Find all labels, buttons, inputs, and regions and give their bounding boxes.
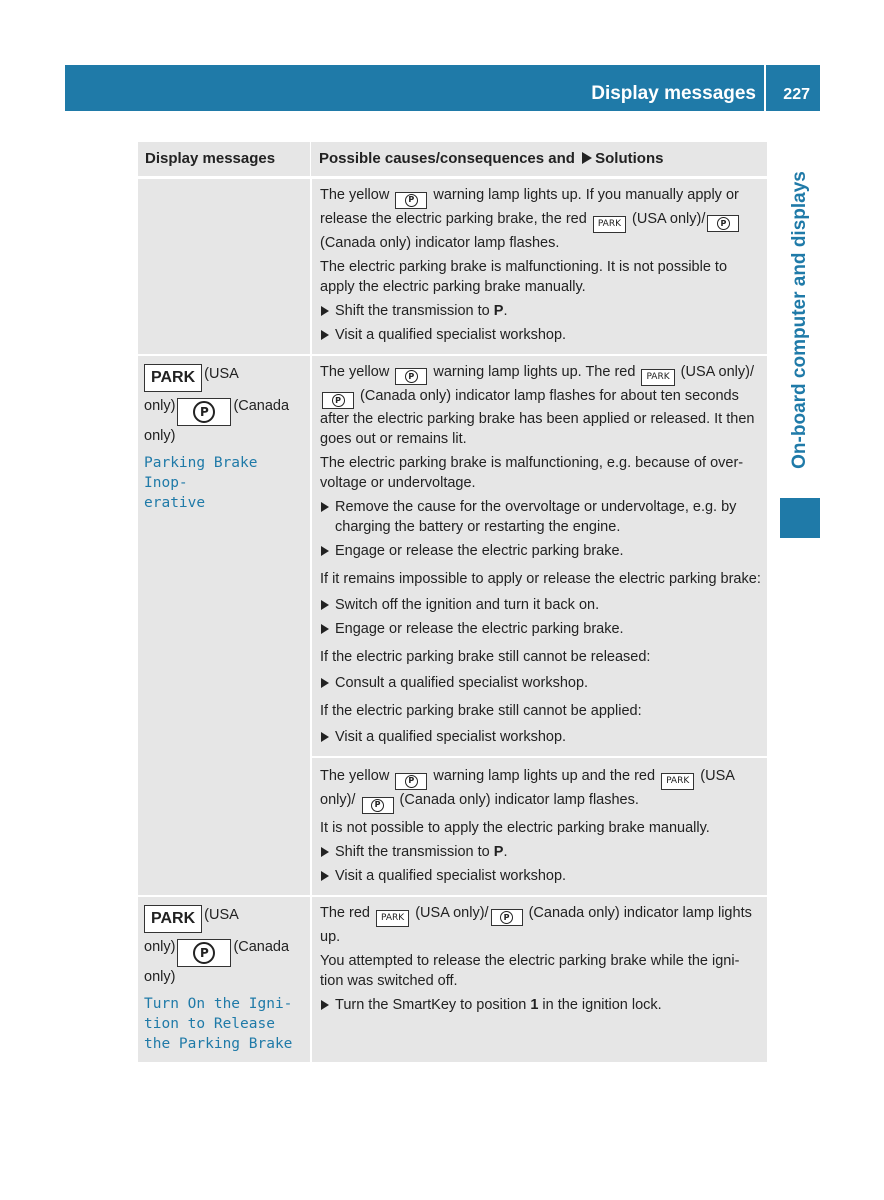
park-lamp-icon: PARK (661, 773, 694, 790)
step-arrow-icon (321, 871, 329, 881)
step-item: Visit a qualified specialist workshop. (320, 325, 761, 345)
parking-brake-display-icon: P (177, 939, 231, 967)
side-tab-label: On-board computer and displays (789, 171, 810, 469)
step-item: Shift the transmission to P. (320, 842, 761, 862)
paragraph: If it remains impossible to apply or release the electric parking brake: (320, 571, 761, 587)
display-message-text: Parking Brake Inop- erative (144, 454, 258, 511)
display-message-text: Turn On the Igni- tion to Release the Parking Brake (144, 995, 293, 1052)
table-row (138, 354, 767, 895)
display-messages-table (138, 142, 767, 1062)
solution-cell (312, 897, 767, 1062)
paragraph: The yellow P warning lamp lights up. The red PARK (USA only)/ P (Canada only) indicator lamp flashes for about ten seconds after the electric parking brake has been applied or released. It then goes out or remains lit. (320, 363, 755, 447)
step-arrow-icon (321, 330, 329, 340)
parking-brake-display-icon: P (177, 398, 231, 426)
park-lamp-icon: PARK (641, 369, 674, 386)
parking-brake-p-icon: P (491, 909, 523, 926)
paragraph: The red PARK (USA only)/ P (Canada only) indicator lamp lights up. (320, 904, 752, 945)
step-arrow-icon (321, 1000, 329, 1010)
step-arrow-icon (321, 732, 329, 742)
table-header (138, 142, 767, 177)
step-item: Visit a qualified specialist workshop. (320, 727, 761, 747)
paragraph: The electric parking brake is malfunctioning, e.g. because of over-voltage or undervoltage. (320, 455, 744, 491)
paragraph: It is not possible to apply the electric parking brake manually. (320, 819, 710, 836)
step-arrow-icon (321, 502, 329, 512)
solution-cell (312, 756, 767, 895)
display-message-cell-empty (138, 179, 310, 354)
paragraph: You attempted to release the electric parking brake while the igni-tion was switched off. (320, 952, 740, 989)
solutions-arrow-icon (582, 152, 592, 164)
solution-cell (312, 179, 767, 354)
parking-brake-p-icon: P (362, 797, 394, 814)
park-display-icon: PARK (144, 364, 202, 392)
parking-brake-p-icon: P (707, 215, 739, 232)
paragraph: If the electric parking brake still cannot be released: (320, 649, 651, 665)
step-item: Engage or release the electric parking brake. (320, 541, 761, 561)
paragraph: The yellow P warning lamp lights up and the red PARK (USA only)/ P (Canada only) indicator lamp flashes. (320, 766, 761, 814)
parking-brake-p-icon: P (395, 368, 427, 385)
side-tab-marker (780, 498, 820, 538)
column-header-display-messages: Display messages (145, 150, 276, 167)
step-arrow-icon (321, 624, 329, 634)
step-item: Switch off the ignition and turn it back on. (320, 595, 761, 615)
page-header (65, 65, 820, 111)
step-arrow-icon (321, 678, 329, 688)
park-lamp-icon: PARK (593, 216, 626, 233)
parking-brake-p-icon: P (395, 192, 427, 209)
section-title: Display messages (591, 83, 756, 104)
paragraph: If the electric parking brake still cannot be applied: (320, 703, 642, 719)
paragraph: The yellow P warning lamp lights up. If you manually apply or release the electric parking brake, the red PARK (USA only)/ P (Canada only) indicator lamp flashes. (320, 187, 739, 251)
step-arrow-icon (321, 847, 329, 857)
display-message-cell: PARK (USA only) P (Canada only) Parking Brake Inop- erative (138, 356, 310, 895)
column-header-causes-solutions: Possible causes/consequences and Solutions (310, 142, 767, 176)
parking-brake-p-icon: P (395, 773, 427, 790)
step-arrow-icon (321, 306, 329, 316)
step-item: Visit a qualified specialist workshop. (320, 866, 761, 886)
step-item: Consult a qualified specialist workshop. (320, 673, 761, 693)
park-lamp-icon: PARK (376, 910, 409, 927)
side-tab (780, 148, 820, 493)
table-row (138, 177, 767, 354)
step-item: Engage or release the electric parking brake. (320, 619, 761, 639)
table-row (138, 895, 767, 1062)
paragraph: The electric parking brake is malfunctioning. It is not possible to apply the electric parking brake manually. (320, 258, 728, 295)
page-number: 227 (783, 86, 810, 103)
step-item: Turn the SmartKey to position 1 in the ignition lock. (320, 995, 761, 1015)
step-item: Shift the transmission to P. (320, 301, 761, 321)
header-divider (764, 65, 766, 111)
display-message-cell: PARK (USA only) P (Canada only) Turn On the Igni- tion to Release the Parking Brake (138, 897, 310, 1062)
step-arrow-icon (321, 600, 329, 610)
park-display-icon: PARK (144, 905, 202, 933)
parking-brake-p-icon: P (322, 392, 354, 409)
step-item: Remove the cause for the overvoltage or undervoltage, e.g. by charging the battery or restarting the engine. (320, 497, 761, 537)
solution-cell (312, 356, 767, 757)
step-arrow-icon (321, 546, 329, 556)
